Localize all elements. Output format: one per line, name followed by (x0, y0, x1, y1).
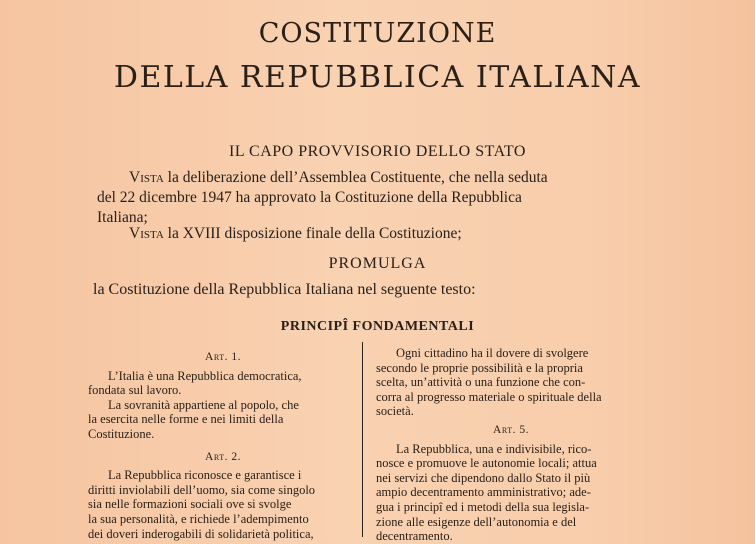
document-title-line-2: DELLA REPUBBLICA ITALIANA (113, 60, 642, 95)
left-column (88, 346, 358, 541)
art-1-line: fondata sul lavoro. (88, 383, 182, 398)
art-1-line: L’Italia è una Repubblica democratica, (108, 368, 302, 383)
art-5-line: decentramento. (376, 529, 453, 544)
art-2-line: diritti inviolabili dell’uomo, sia come singolo (88, 482, 316, 497)
column-divider (362, 342, 363, 537)
art-2-heading: Art. 2. (205, 450, 241, 463)
art-1-heading: Art. 1. (205, 351, 241, 363)
art-5-line: gua i principî ed i metodi della sua legisla- (376, 499, 590, 514)
art-4-line: secondo le proprie possibilità e la propria (376, 360, 583, 375)
capo-provvisorio-heading: IL CAPO PROVVISORIO DELLO STATO (229, 143, 526, 160)
art-4-line: Ogni cittadino ha il dovere di svolgere (396, 346, 589, 360)
art-5-line: La Repubblica, una e indivisibile, rico- (396, 441, 592, 456)
art-2-line: sia nelle formazioni sociali ove si svolge (88, 497, 292, 512)
art-1-line: Costituzione. (88, 426, 155, 441)
promulga-text: la Costituzione della Repubblica Italiana nel seguente testo: (93, 281, 476, 298)
vista2-text: la XVIII disposizione finale della Costituzione; (163, 225, 462, 242)
art-5-heading: Art. 5. (493, 423, 529, 436)
art-1-line: la esercita nelle forme e nei limiti della (88, 412, 284, 427)
art-1-line: La sovranità appartiene al popolo, che (108, 397, 299, 412)
vista1-line-1: la deliberazione dell’Assemblea Costituente, che nella seduta (163, 169, 548, 186)
vista-word: Vista (129, 169, 164, 186)
vista-paragraph-1 (97, 168, 637, 228)
document-title-line-1: COSTITUZIONE (258, 18, 497, 49)
vista1-line-3: Italiana; (97, 209, 148, 226)
art-5-line: nosce e promuove le autonomie locali; attua (376, 456, 597, 471)
art-5-line: nei servizi che dipendono dallo Stato il più (376, 470, 591, 485)
art-4-line: corra al progresso materiale o spirituale della (376, 389, 602, 404)
section-title: PRINCIPÎ FONDAMENTALI (280, 319, 475, 334)
art-5-line: zione alle esigenze dell’autonomia e del (376, 514, 577, 529)
vista-word: Vista (129, 225, 164, 242)
art-4-line: scelta, un’attività o una funzione che con- (376, 375, 586, 390)
art-4-line: società. (376, 404, 414, 419)
vista-paragraph-2 (129, 224, 669, 244)
right-column (376, 346, 646, 544)
vista1-line-2: del 22 dicembre 1947 ha approvato la Costituzione della Repubblica (97, 189, 522, 206)
art-2-line: la sua personalità, e richiede l’adempimento (88, 511, 309, 526)
art-5-line: ampio decentramento amministrativo; ade- (376, 485, 591, 500)
promulga-heading: PROMULGA (328, 255, 427, 272)
art-2-line: La Repubblica riconosce e garantisce i (108, 468, 302, 483)
art-2-line: dei doveri inderogabili di solidarietà politica, (88, 526, 314, 541)
